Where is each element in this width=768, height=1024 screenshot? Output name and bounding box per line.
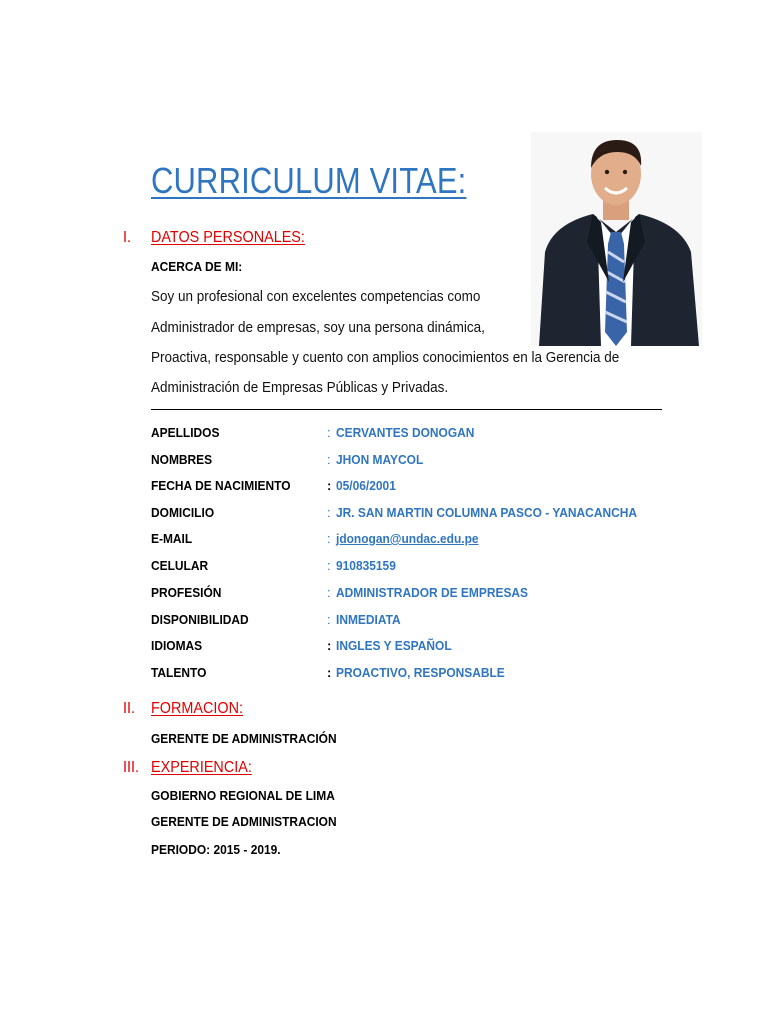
detail-row-disponibilidad xyxy=(151,612,671,632)
detail-value: CERVANTES DONOGAN xyxy=(336,425,475,440)
portrait-illustration xyxy=(531,132,702,346)
detail-separator: : xyxy=(327,505,331,520)
detail-value: JHON MAYCOL xyxy=(336,452,424,467)
detail-separator: : xyxy=(327,558,331,573)
detail-separator: : xyxy=(327,638,332,653)
detail-label: PROFESIÓN xyxy=(151,585,222,600)
detail-separator: : xyxy=(327,478,332,493)
detail-separator: : xyxy=(327,425,331,440)
education-entry: GERENTE DE ADMINISTRACIÓN xyxy=(151,731,337,746)
experience-position: GERENTE DE ADMINISTRACION xyxy=(151,814,337,829)
about-line: Proactiva, responsable y cuento con amplios conocimientos en la Gerencia de xyxy=(151,349,620,366)
detail-value: ADMINISTRADOR DE EMPRESAS xyxy=(336,585,529,600)
section-number-education: II. xyxy=(123,700,136,717)
about-line: Administración de Empresas Públicas y Privadas. xyxy=(151,379,449,396)
section-number-experience: III. xyxy=(123,759,140,776)
detail-separator: : xyxy=(327,531,331,546)
detail-separator: : xyxy=(327,585,331,600)
detail-row-domicilio xyxy=(151,505,671,525)
experience-organization: GOBIERNO REGIONAL DE LIMA xyxy=(151,788,335,803)
detail-value: 05/06/2001 xyxy=(336,478,396,493)
detail-row-celular xyxy=(151,558,671,578)
detail-label: FECHA DE NACIMIENTO xyxy=(151,478,291,493)
detail-row-talento xyxy=(151,665,671,685)
detail-value: INGLES Y ESPAÑOL xyxy=(336,638,452,653)
detail-value: JR. SAN MARTIN COLUMNA PASCO - YANACANCHA xyxy=(336,505,638,520)
detail-separator: : xyxy=(327,452,331,467)
detail-label: DISPONIBILIDAD xyxy=(151,612,249,627)
section-title-education: FORMACION: xyxy=(151,700,243,717)
detail-value: 910835159 xyxy=(336,558,396,573)
detail-value: PROACTIVO, RESPONSABLE xyxy=(336,665,505,680)
about-line: Administrador de empresas, soy una persona dinámica, xyxy=(151,319,485,336)
detail-label: TALENTO xyxy=(151,665,207,680)
section-divider xyxy=(151,409,662,410)
person-in-suit-photo xyxy=(531,132,702,346)
detail-row-email xyxy=(151,531,671,551)
detail-separator: : xyxy=(327,665,332,680)
section-title-personal: DATOS PERSONALES: xyxy=(151,229,305,246)
about-line: Soy un profesional con excelentes competencias como xyxy=(151,288,481,305)
detail-value: INMEDIATA xyxy=(336,612,401,627)
section-title-experience: EXPERIENCIA: xyxy=(151,759,252,776)
section-number-personal: I. xyxy=(123,229,132,246)
detail-row-apellidos xyxy=(151,425,671,445)
detail-label: APELLIDOS xyxy=(151,425,220,440)
detail-label: NOMBRES xyxy=(151,452,213,467)
detail-label: IDIOMAS xyxy=(151,638,203,653)
detail-row-profesion xyxy=(151,585,671,605)
detail-label: E-MAIL xyxy=(151,531,193,546)
about-heading: ACERCA DE MI: xyxy=(151,259,243,274)
detail-label: DOMICILIO xyxy=(151,505,215,520)
detail-row-nombres xyxy=(151,452,671,472)
experience-period: PERIODO: 2015 - 2019. xyxy=(151,842,281,857)
detail-label: CELULAR xyxy=(151,558,209,573)
detail-row-fecha-nacimiento xyxy=(151,478,671,498)
page-title: CURRICULUM VITAE: xyxy=(151,160,467,201)
detail-separator: : xyxy=(327,612,331,627)
detail-row-idiomas xyxy=(151,638,671,658)
email-link[interactable]: jdonogan@undac.edu.pe xyxy=(336,531,479,546)
